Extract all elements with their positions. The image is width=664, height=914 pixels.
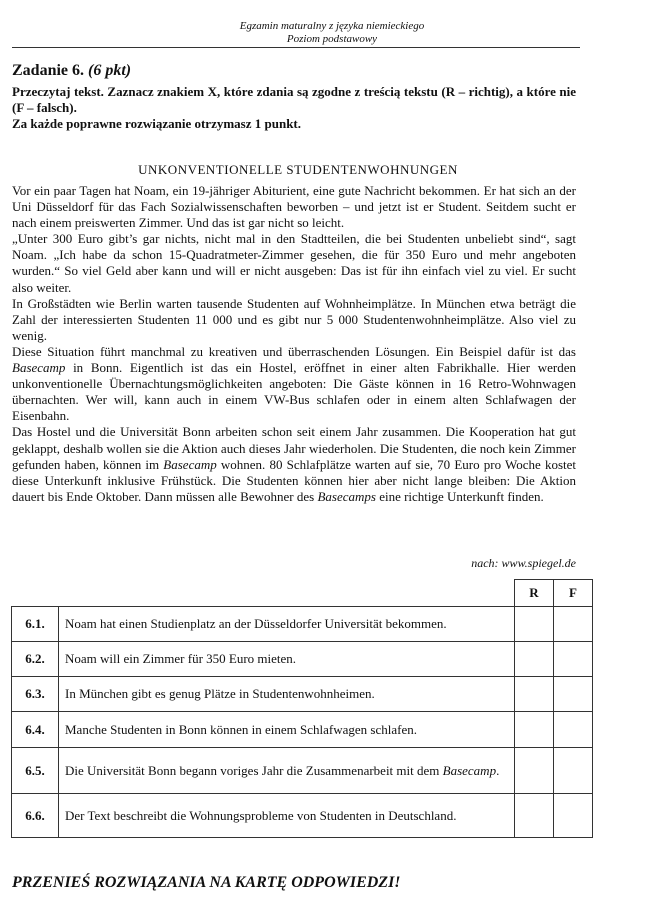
paragraph-4 (12, 344, 576, 424)
paragraph-3: In Großstädten wie Berlin warten tausende Studenten auf Wohnheimplätze. In München etwa beträgt die Zahl der interessierten Studenten 11 000 und es gibt nur 5 000 Studentenwohnheimplätze. Also viel zu wenig. (12, 295, 576, 343)
table-header-blank (12, 580, 515, 607)
exam-level: Poziom podstawowy (286, 33, 378, 45)
answer-box-r[interactable] (515, 712, 554, 748)
statement (59, 748, 515, 794)
instruction-text: Przeczytaj tekst. Zaznacz znakiem X, które zdania są zgodne z treścią tekstu (R – richtig), a które nie (F – falsch). (12, 84, 576, 115)
paragraph-4-part: in Bonn. Eigentlich ist das ein Hostel, eröffnet in einer alten Fabrikhalle. Hier werden unkonventionelle Übernachtungsmöglichkeiten angeboten: Die Gäste können in 16 Retro-Wohnwagen übernachten. Wer will, kann auch in einem VW-Bus schlafen oder in einem alten Schlafwagen der Eisenbahn. (12, 360, 576, 424)
table-row (12, 607, 593, 642)
table-header-row (12, 580, 593, 607)
paragraph-5-part: Das Hostel und die Universität Bonn arbeiten schon seit einem Jahr zusammen. Die Kooperation hat gut geklappt, deshalb wollen sie die Aktion auch dieses Jahr wiederholen. Die Studenten, die noch kein Zimmer gefunden haben, können im (12, 424, 576, 472)
paragraph-5 (12, 424, 576, 504)
table-row (12, 642, 593, 677)
paragraph-4-part: Diese Situation führt manchmal zu kreativen und überraschenden Lösungen. Ein Beispiel dafür ist das (12, 343, 576, 359)
item-number: 6.4. (12, 712, 59, 748)
answer-box-r[interactable] (515, 794, 554, 838)
task-instructions (12, 84, 576, 132)
task-title: Zadanie 6. (12, 62, 85, 79)
item-number: 6.5. (12, 748, 59, 794)
statement: Noam will ein Zimmer für 350 Euro mieten. (59, 642, 515, 677)
header-divider (12, 47, 580, 48)
item-number: 6.1. (12, 607, 59, 642)
statement: Manche Studenten in Bonn können in einem Schlafwagen schlafen. (59, 712, 515, 748)
basecamp-term: Basecamps (317, 488, 376, 504)
transfer-answers-note: PRZENIEŚ ROZWIĄZANIA NA KARTĘ ODPOWIEDZI! (12, 874, 401, 891)
statement: Der Text beschreibt die Wohnungsprobleme von Studenten in Deutschland. (59, 794, 515, 838)
answer-box-f[interactable] (554, 677, 593, 712)
task-heading (12, 62, 131, 80)
answer-box-f[interactable] (554, 794, 593, 838)
table-row (12, 794, 593, 838)
item-number: 6.2. (12, 642, 59, 677)
table-row (12, 712, 593, 748)
answer-box-f[interactable] (554, 607, 593, 642)
reading-title: UNKONVENTIONELLE STUDENTENWOHNUNGEN (138, 162, 458, 177)
statement: In München gibt es genug Plätze in Studentenwohnheimen. (59, 677, 515, 712)
answer-box-f[interactable] (554, 642, 593, 677)
item-number: 6.3. (12, 677, 59, 712)
column-falsch: F (554, 580, 593, 607)
exam-title: Egzamin maturalny z języka niemieckiego (239, 20, 425, 32)
answer-table (11, 579, 593, 838)
paragraph-1: Vor ein paar Tagen hat Noam, ein 19-jähriger Abiturient, eine gute Nachricht bekommen. Er hat sich an der Uni Düsseldorf für das Fach Sozialwissenschaften beworben – und jetzt ist er Student. Seitdem sucht er nach einem preiswerten Zimmer. Und das ist gar nicht so leicht. (12, 183, 576, 231)
answer-box-f[interactable] (554, 712, 593, 748)
basecamp-term: Basecamp (12, 360, 66, 376)
basecamp-term: Basecamp (163, 456, 217, 472)
column-richtig: R (515, 580, 554, 607)
statement: Noam hat einen Studienplatz an der Düsseldorfer Universität bekommen. (59, 607, 515, 642)
answer-box-r[interactable] (515, 607, 554, 642)
answer-box-f[interactable] (554, 748, 593, 794)
basecamp-term: Basecamp (442, 762, 497, 778)
table-row (12, 677, 593, 712)
statement-part: Die Universität Bonn begann voriges Jahr die Zusammenarbeit mit dem (65, 762, 443, 778)
paragraph-2: „Unter 300 Euro gibt’s gar nichts, nicht mal in den Stadtteilen, die bei Studenten unbeliebt sind“, sagt Noam. „Ich habe da schon 15-Quadratmeter-Zimmer gesehen, die für 350 Euro und mehr angeboten wurden.“ So viel Geld aber kann und will er nicht ausgeben: Das ist für ihn einfach viel zu viel. Er sucht also weiter. (12, 231, 576, 295)
paragraph-5-part: wohnen. 80 Schlafplätze warten auf sie, 70 Euro pro Woche kostet diese Unterkunft inklusive Frühstück. Die Studenten können hier aber nicht lange bleiben: Die Aktion dauert bis Ende Oktober. Dann müssen alle Bewohner des (12, 456, 576, 504)
table-row (12, 748, 593, 794)
answer-box-r[interactable] (515, 677, 554, 712)
task-points: (6 pkt) (88, 62, 132, 79)
paragraph-5-part: eine richtige Unterkunft finden. (375, 488, 544, 504)
statement-part: . (496, 762, 500, 778)
answer-box-r[interactable] (515, 748, 554, 794)
answer-box-r[interactable] (515, 642, 554, 677)
source-citation: nach: www.spiegel.de (471, 556, 576, 570)
reading-text (12, 183, 576, 505)
page-header (0, 20, 664, 46)
item-number: 6.6. (12, 794, 59, 838)
scoring-text: Za każde poprawne rozwiązanie otrzymasz 1 punkt. (12, 116, 302, 131)
